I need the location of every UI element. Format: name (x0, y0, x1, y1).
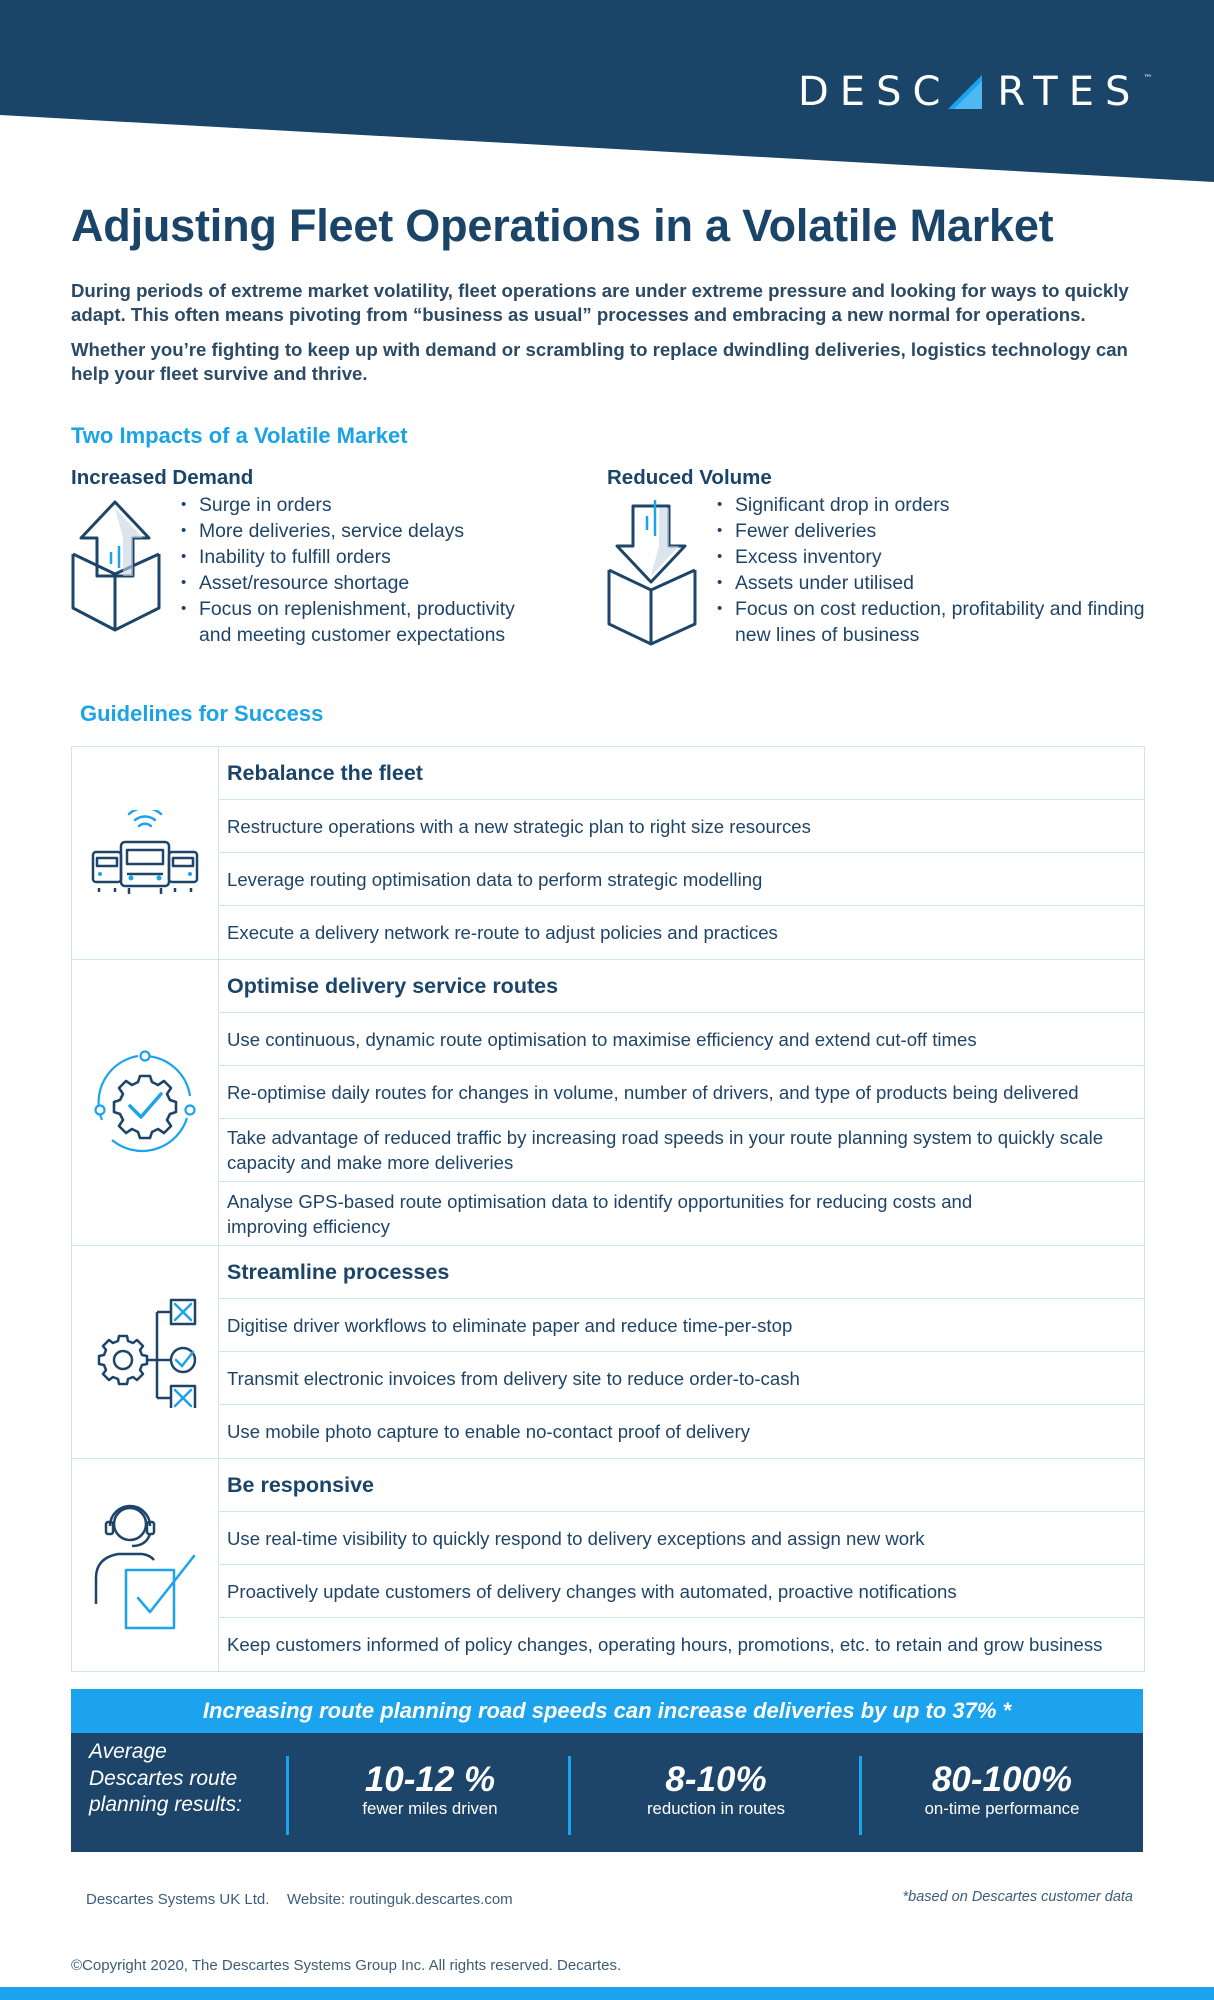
list-item: • Significant drop in orders (717, 492, 1147, 518)
gear-workflow-icon (91, 1296, 199, 1408)
connected-trucks-icon (91, 810, 199, 896)
guideline-row: Use real-time visibility to quickly respond to delivery exceptions and assign new work (219, 1512, 1145, 1565)
stat-value: 80-100% (931, 1760, 1073, 1799)
impact-reduced-volume (607, 466, 1147, 646)
guideline-row: Restructure operations with a new strategic plan to right size resources (219, 800, 1145, 853)
box-arrow-down-icon (607, 496, 703, 646)
guideline-title: Rebalance the fleet (219, 747, 1145, 800)
guideline-icon-cell (72, 747, 219, 959)
stat-caption: on-time performance (924, 1799, 1080, 1818)
guideline-title: Be responsive (219, 1459, 1145, 1512)
list-item: • Fewer deliveries (717, 518, 1147, 544)
guideline-rows (219, 747, 1145, 959)
stat-miles (310, 1761, 550, 1819)
guideline-row: Analyse GPS-based route optimisation data to identify opportunities for reducing costs and improving efficiency (219, 1182, 1145, 1245)
stat-caption: fewer miles driven (362, 1799, 498, 1818)
footer-note: *based on Descartes customer data (902, 1889, 1133, 1905)
logo-text-right: RTES (997, 69, 1142, 115)
bottom-accent-bar (0, 1987, 1214, 2000)
guideline-row: Transmit electronic invoices from delivery site to reduce order-to-cash (219, 1352, 1145, 1405)
footer-website-link[interactable]: Website: routinguk.descartes.com (287, 1891, 513, 1908)
guideline-rows (219, 1459, 1145, 1671)
guideline-icon-cell (72, 1246, 219, 1458)
list-item: • Focus on cost reduction, profitability and finding new lines of business (717, 596, 1147, 648)
results-panel (71, 1733, 1143, 1852)
copyright: ©Copyright 2020, The Descartes Systems Group Inc. All rights reserved. Decartes. (71, 1957, 622, 1974)
stat-routes (596, 1761, 836, 1819)
impact-list (717, 492, 1147, 648)
guideline-row: Use continuous, dynamic route optimisation to maximise efficiency and extend cut-off times (219, 1013, 1145, 1066)
guidelines-table (71, 746, 1145, 1672)
guideline-row: Proactively update customers of delivery changes with automated, proactive notifications (219, 1565, 1145, 1618)
logo-text-left: DESC (798, 69, 952, 115)
intro-paragraph-1: During periods of extreme market volatility, fleet operations are under extreme pressure and looking for ways to quickly adapt. This often means pivoting from “business as usual” processes and embracing a new normal for operations. (71, 280, 1129, 325)
guideline-row: Leverage routing optimisation data to perform strategic modelling (219, 853, 1145, 906)
results-banner: Increasing route planning road speeds can increase deliveries by up to 37% * (71, 1689, 1143, 1733)
guideline-icon-cell (72, 1459, 219, 1671)
stat-value: 8-10% (665, 1760, 767, 1799)
descartes-logo[interactable] (798, 68, 1152, 116)
list-item: • Asset/resource shortage (181, 570, 541, 596)
list-item: • Inability to fulfill orders (181, 544, 541, 570)
guideline-row: Digitise driver workflows to eliminate paper and reduce time-per-stop (219, 1299, 1145, 1352)
impacts-heading: Two Impacts of a Volatile Market (71, 423, 408, 448)
headset-agent-check-icon (90, 1500, 200, 1630)
stat-value: 10-12 % (364, 1760, 496, 1799)
guideline-row: Take advantage of reduced traffic by increasing road speeds in your route planning system to quickly scale capacity and make more deliveries (219, 1119, 1145, 1182)
stat-divider (286, 1756, 289, 1835)
guideline-group-streamline (72, 1246, 1145, 1459)
impact-list (181, 492, 541, 648)
list-item: • More deliveries, service delays (181, 518, 541, 544)
list-item: • Surge in orders (181, 492, 541, 518)
guideline-group-rebalance (72, 747, 1145, 960)
list-item: • Focus on replenishment, productivity and meeting customer expectations (181, 596, 541, 648)
stat-divider (568, 1756, 571, 1835)
stat-caption: reduction in routes (646, 1799, 786, 1818)
gear-check-cycle-icon (90, 1048, 200, 1158)
intro-paragraph-2: Whether you’re fighting to keep up with demand or scrambling to replace dwindling deliveries, logistics technology can help your fleet survive and thrive. (71, 339, 1128, 384)
guideline-title: Streamline processes (219, 1246, 1145, 1299)
logo-trademark: ™ (1143, 74, 1153, 84)
impact-title: Reduced Volume (607, 466, 772, 489)
impact-increased-demand (71, 466, 541, 646)
guideline-rows (219, 1246, 1145, 1458)
footer-company: Descartes Systems UK Ltd. (86, 1891, 270, 1908)
guideline-row: Execute a delivery network re-route to adjust policies and practices (219, 906, 1145, 959)
list-item: • Excess inventory (717, 544, 1147, 570)
stat-divider (859, 1756, 862, 1835)
guidelines-heading: Guidelines for Success (80, 701, 324, 726)
guideline-icon-cell (72, 960, 219, 1245)
guideline-row: Use mobile photo capture to enable no-contact proof of delivery (219, 1405, 1145, 1458)
page-title: Adjusting Fleet Operations in a Volatile Market (71, 200, 1054, 251)
guideline-row: Keep customers informed of policy changes, operating hours, promotions, etc. to retain and grow business (219, 1618, 1145, 1671)
results-label: Average Descartes route planning results: (89, 1740, 242, 1816)
guideline-rows (219, 960, 1145, 1245)
logo-sail-icon (948, 75, 988, 109)
guideline-title: Optimise delivery service routes (219, 960, 1145, 1013)
guideline-row: Re-optimise daily routes for changes in volume, number of drivers, and type of products being delivered (219, 1066, 1145, 1119)
stat-on-time (882, 1761, 1122, 1819)
impact-title: Increased Demand (71, 466, 254, 489)
guideline-group-optimise (72, 960, 1145, 1246)
box-arrow-up-icon (71, 496, 167, 636)
guideline-group-responsive (72, 1459, 1145, 1672)
list-item: • Assets under utilised (717, 570, 1147, 596)
